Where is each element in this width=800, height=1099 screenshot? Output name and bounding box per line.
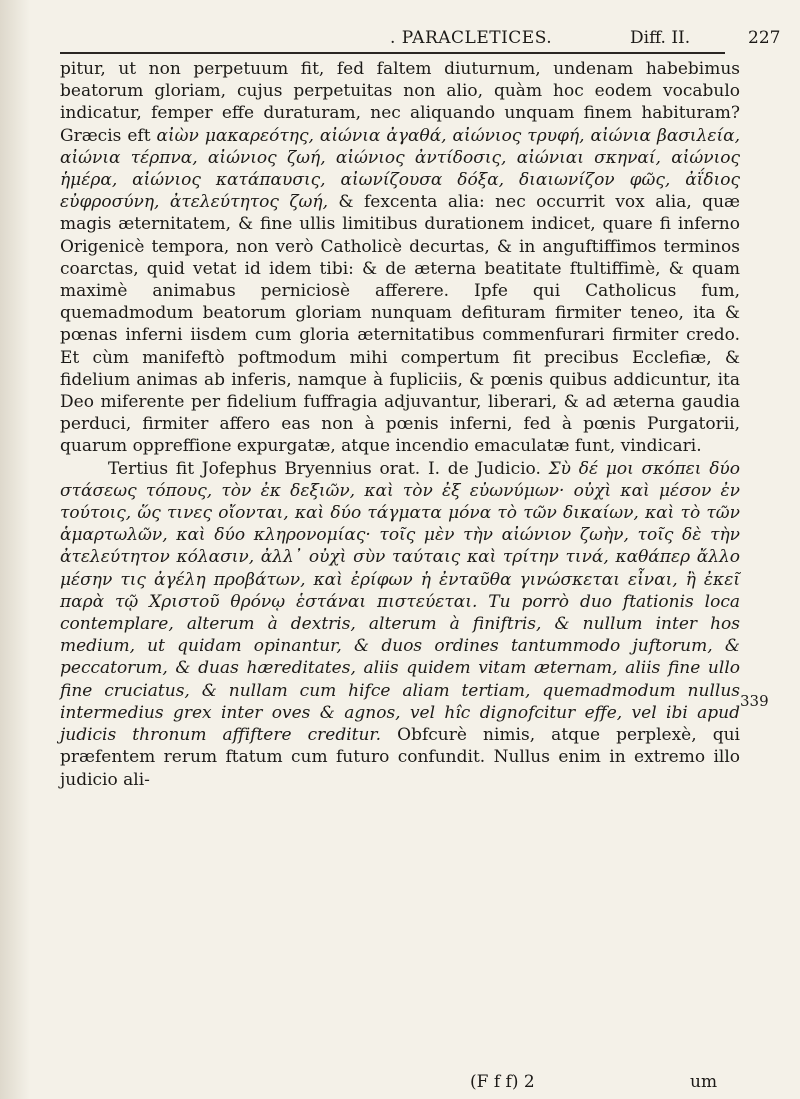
catchword: um bbox=[690, 1072, 718, 1092]
running-title: . PARACLETICES. bbox=[390, 28, 553, 48]
text-segment: pitur, ut non perpetuum fit, fed faltem diuturnum, undenam habebimus beatorum gloriam, cujus perpetuitas non alio, quàm hoc eodem vocabulo indicatur, femper effe duraturam, nec aliquando unquam finem habituram? Græcis eft bbox=[60, 59, 740, 146]
text-segment: & fexcenta alia: nec occurrit vox alia, quæ magis æternitatem, & fine ullis limitibus durationem indicet, quare fi inferno Origenicè tempora, non verò Catholicè decurtas, & in anguftiffimos terminos coarctas, quid vetat id idem tibi: & de æterna beatitate ftultiffimè, & quam maximè animabus perniciosè afferere. Ipfe qui Catholicus fum, quemadmodum beatorum gloriam nunquam defituram firmiter teneo, ita & pœnas inferni iisdem cum gloria æternitatibus commenfurari firmiter credo. Et cùm manifeftò poftmodum mihi compertum fit precibus Ecclefiæ, & fidelium animas ab inferis, namque à fupliciis, & pœnis quibus addicuntur, ita Deo miferente per fidelium fuffragia adjuvantur, liberari, & ad æterna gaudia perduci, firmiter affero eas non à pœnis inferni, fed à pœnis Purgatorii, quarum oppreffione expurgatæ, atque incendio emaculatæ funt, vindicari. bbox=[60, 192, 740, 457]
greek-quotation: Σὺ δέ μοι σκόπει δύο στάσεως τόπους, τὸν ἐκ δεξιῶν, καὶ τὸν ἐξ εὐωνύμων· οὐχὶ καὶ μέσον ἐν τούτοις, ὥς τινες οἴονται, καὶ δύο τάγματα μόνα τὸ τῶν δικαίων, καὶ τὸ τῶν ἁμαρτωλῶν, καὶ δύο κληρονομίας· τοῖς μὲν τὴν αἰώνιον ζωὴν, τοῖς δὲ τὴν ἀτελεύτητον κόλασιν, ἀλλ᾽ οὐχὶ σὺν ταύταις καὶ τρίτην τινά, καθάπερ ἄλλο μέσην τις ἀγέλη προβάτων, καὶ ἐρίφων ἡ ἐνταῦθα γινώσκεται εἶναι, ἢ ἐκεῖ παρὰ τῷ Χριστοῦ θρόνῳ ἑστάναι πιστεύεται. bbox=[60, 458, 741, 612]
header-rule bbox=[60, 52, 725, 54]
paragraph-2 bbox=[60, 458, 740, 791]
page-edge-shadow bbox=[0, 0, 30, 1099]
paragraph-1 bbox=[60, 58, 740, 458]
margin-number: 339 bbox=[740, 692, 769, 710]
latin-translation: Tu porrò duo ftationis loca contemplare, alterum à dextris, alterum à finiftris, & nullum inter hos medium, ut quidam opinantur, & duos ordines tantummodo juftorum, & peccatorum, & duas hæreditates, aliis quidem vitam æternam, aliis fine ullo fine cruciatus, & nullam cum hifce aliam tertiam, quemadmodum nullus intermedius grex inter oves & agnos, vel hîc dignofcitur effe, vel ibi apud judicis thronum affiftere creditur. bbox=[60, 591, 740, 746]
page-number: 227 bbox=[748, 28, 781, 48]
signature-mark: (F f f) 2 bbox=[470, 1072, 535, 1092]
section-label: Diff. II. bbox=[630, 28, 691, 48]
text-segment: Obfcurè nimis, atque perplexè, qui præfentem rerum ftatum cum futuro confundit. Nullus enim in extremo illo judicio ali- bbox=[60, 725, 740, 790]
greek-quotation: αἰὼν μακαρεότης, αἰώνια ἀγαθά, αἰώνιος τρυφή, αἰώνια βασιλεία, αἰώνια τέρπνα, αἰώνιος ζωή, αἰώνιος ἀντίδοσις, αἰώνιαι σκηναί, αἰώνιος ἡμέρα, αἰώνιος κατάπαυσις, αἰωνίζουσα δόξα, διαιωνίζον φῶς, ἀΐδιος εὐφροσύνη, ἀτελεύτητος ζωή, bbox=[60, 125, 741, 213]
text-segment: Tertius fit Jofephus Bryennius orat. I. de Judicio. bbox=[108, 458, 549, 479]
main-text bbox=[60, 58, 740, 791]
running-header bbox=[60, 20, 781, 56]
